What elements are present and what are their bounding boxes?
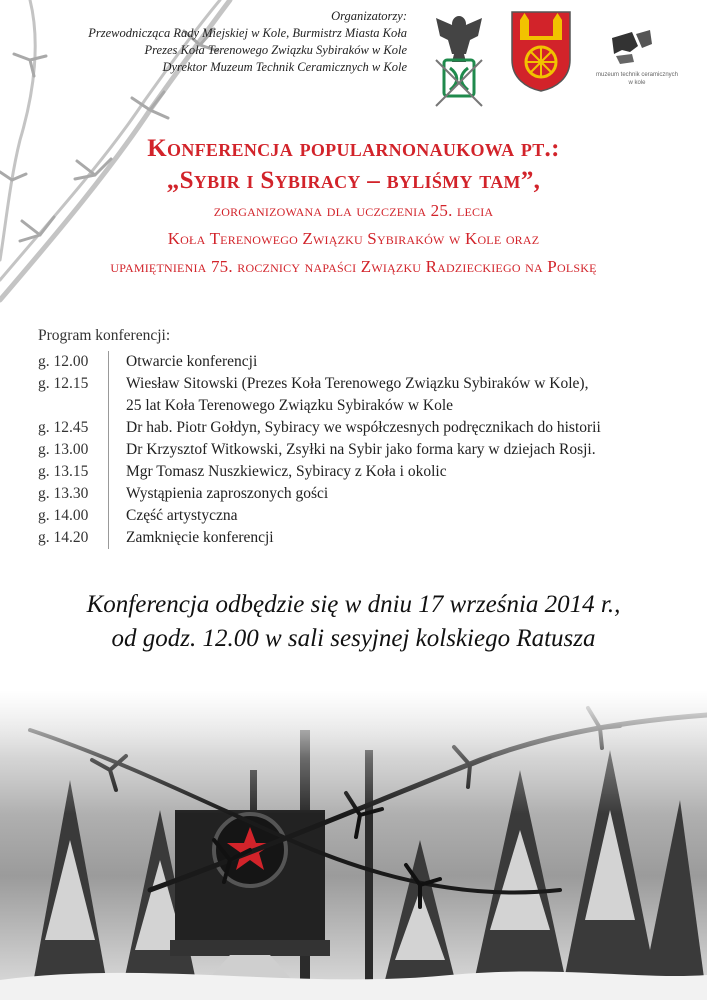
program-description-line: Dr hab. Piotr Gołdyn, Sybiracy we współczesnych podręcznikach do historii: [126, 419, 601, 436]
announcement-venue-line: od godz. 12.00 w sali sesyjnej kolskiego Ratusza: [111, 625, 596, 652]
program-time: g. 12.45: [38, 419, 89, 436]
program-description: [108, 351, 688, 373]
organizer-line: Prezes Koła Terenowego Związku Sybiraków w Kole: [144, 43, 407, 57]
program-description: [108, 417, 688, 439]
organizer-line: Przewodnicząca Rady Miejskiej w Kole, Burmistrz Miasta Koła: [88, 26, 407, 40]
program-time: g. 12.15: [38, 375, 89, 392]
program-description-line: Wiesław Sitowski (Prezes Koła Terenowego Związku Sybiraków w Kole),: [126, 375, 589, 392]
program-description: [108, 527, 688, 549]
program-item: [38, 461, 688, 483]
title-dedication-line: Koła Terenowego Związku Sybiraków w Kole oraz: [167, 229, 540, 248]
program-section: [38, 327, 688, 549]
program-item: [38, 439, 688, 461]
program-item: [38, 417, 688, 439]
program-description: [108, 505, 688, 527]
program-description-line: Mgr Tomasz Nuszkiewicz, Sybiracy z Koła i okolic: [126, 463, 447, 480]
conference-subtitle: „Sybir i Sybiracy – byliśmy tam”,: [166, 167, 541, 194]
conference-title-block: [0, 133, 707, 281]
title-dedication-line: upamiętnienia 75. rocznicy napaści Związku Radzieckiego na Polskę: [110, 257, 597, 276]
title-dedication-line: zorganizowana dla uczczenia 25. lecia: [213, 201, 494, 220]
program-item: [38, 483, 688, 505]
event-announcement: [0, 588, 707, 656]
program-description-line: Wystąpienia zaproszonych gości: [126, 485, 329, 502]
program-description: [108, 461, 688, 483]
program-description-line: Zamknięcie konferencji: [126, 529, 274, 546]
program-time: g. 13.15: [38, 463, 89, 480]
museum-caption: w kole: [628, 80, 646, 86]
program-description-line: Część artystyczna: [126, 507, 238, 524]
organizer-line: Dyrektor Muzeum Technik Ceramicznych w Kole: [162, 60, 407, 74]
program-item: [38, 373, 688, 417]
program-time: g. 13.00: [38, 441, 89, 458]
program-description: [108, 483, 688, 505]
sybiracy-union-emblem: [430, 10, 488, 110]
program-description: [108, 373, 688, 417]
program-heading: Program konferencji:: [38, 327, 171, 344]
conference-title: Konferencja popularnonaukowa pt.:: [147, 135, 560, 162]
program-time: g. 14.20: [38, 529, 89, 546]
organizers-heading: Organizatorzy:: [331, 9, 407, 23]
program-description-line: 25 lat Koła Terenowego Związku Sybiraków w Kole: [126, 397, 454, 414]
logos-row: [430, 10, 690, 110]
announcement-date-line: Konferencja odbędzie się w dniu 17 września 2014 r.,: [86, 591, 621, 618]
winter-train-barbed-wire-image: [0, 690, 707, 1000]
museum-caption: muzeum technik ceramicznych: [595, 72, 679, 78]
program-description-line: Otwarcie konferencji: [126, 353, 258, 370]
organizers-block: [88, 8, 407, 76]
program-description: [108, 439, 688, 461]
program-item: [38, 505, 688, 527]
program-item: [38, 351, 688, 373]
program-description-line: Dr Krzysztof Witkowski, Zsyłki na Sybir jako forma kary w dziejach Rosji.: [126, 441, 596, 458]
program-time: g. 12.00: [38, 353, 89, 370]
program-time: g. 13.30: [38, 485, 89, 502]
program-time: g. 14.00: [38, 507, 89, 524]
program-item: [38, 527, 688, 549]
museum-logo: [592, 10, 682, 100]
kolo-coat-of-arms: [510, 10, 572, 92]
